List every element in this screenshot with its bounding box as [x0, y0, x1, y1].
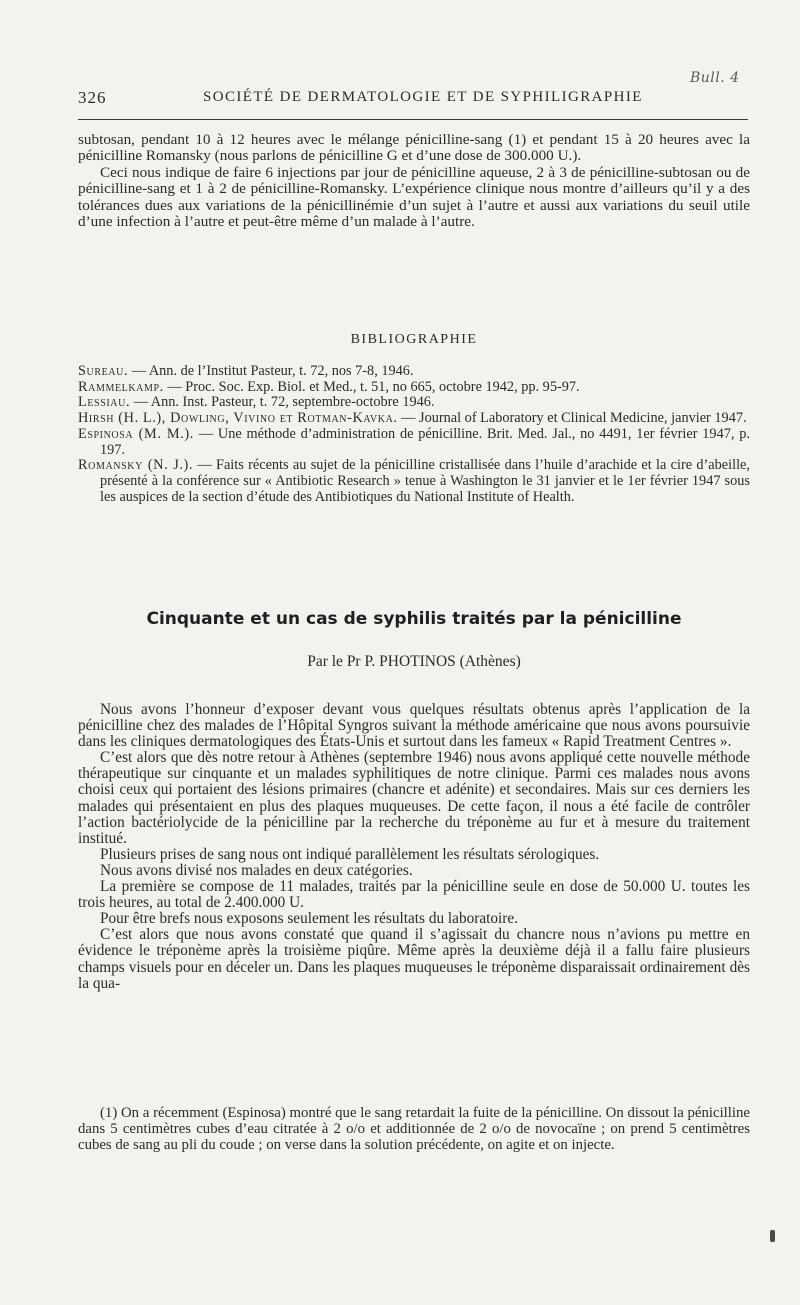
bibliography-entry: [78, 411, 750, 427]
bib-reference: — Une méthode d’administration de pénicilline. Brit. Med. Jal., no 4491, 1er février 1947, p. 197.: [100, 425, 751, 458]
body-paragraph: Nous avons divisé nos malades en deux catégories.: [100, 861, 413, 879]
bib-reference: — Faits récents au sujet de la pénicilline cristallisée dans l’huile d’arachide et la cire d’abeille, présenté à la conférence sur « Antibiotic Research » tenue à Washington le 31 janvier et le 1er février 1947 sous les auspices de la section d’étude des Antibiotiques du National Institute of Health.: [100, 457, 750, 505]
bibliography-entry: [78, 364, 750, 380]
intro-paragraph: subtosan, pendant 10 à 12 heures avec le mélange pénicilline-sang (1) et pendant 15 à 20 heures avec la pénicilline Romansky (nous parlons de pénicilline G et d’une dose de 300.000 U.).: [78, 131, 750, 165]
body-paragraph: C’est alors que dès notre retour à Athènes (septembre 1946) nous avons appliqué cette nouvelle méthode thérapeutique sur cinquante et un malades syphilitiques de notre clinique. Parmi ces malades nous avons choisi ceux qui portaient des lésions primaires (chancre et adénite) et secondaires. Mais sur ces derniers les malades qui présentaient en plus des plaques muqueuses. De cette façon, il nous a été facile de contrôler l’action bactériolycide de la pénicilline par la recherche du tréponème au fur et à mesure du traitement institué.: [78, 749, 750, 847]
footnote-text: (1) On a récemment (Espinosa) montré que le sang retardait la fuite de la pénicilline. On dissout la pénicilline dans 5 centimètres cubes d’eau citratée à 2 o/o et additionnée de 2 o/o de novocaïne ; on prend 5 centimètres cubes de sang au pli du coude ; on verse dans la solution précédente, on agite et on injecte.: [78, 1105, 750, 1154]
bib-author: Rammelkamp.: [78, 378, 164, 395]
bibliography-entry: [78, 427, 750, 458]
bib-author: Romansky (N. J.).: [78, 457, 194, 474]
bib-author: Sureau.: [78, 363, 129, 379]
bib-author: Hirsh (H. L.), Dowling, Vivino et Rotman-Kavka.: [78, 410, 398, 427]
bib-reference: — Ann. de l’Institut Pasteur, t. 72, nos 7-8, 1946.: [128, 363, 414, 379]
body-paragraph: Pour être brefs nous exposons seulement les résultats du laboratoire.: [100, 910, 519, 928]
page-number: 326: [78, 88, 107, 107]
journal-title: SOCIÉTÉ DE DERMATOLOGIE ET DE SYPHILIGRAPHIE: [203, 89, 643, 105]
header-rule: [78, 119, 748, 120]
bib-reference: — Proc. Soc. Exp. Biol. et Med., t. 51, no 665, octobre 1942, pp. 95-97.: [163, 378, 580, 395]
ink-mark: [770, 1230, 775, 1242]
bib-author: Espinosa (M. M.).: [78, 425, 194, 442]
bibliography-entry: [78, 458, 750, 505]
article-byline: Par le Pr P. PHOTINOS (Athènes): [307, 653, 521, 670]
bib-reference: — Journal of Laboratory et Clinical Medicine, janvier 1947.: [397, 410, 747, 427]
article-title: Cinquante et un cas de syphilis traités par la pénicilline: [146, 609, 682, 629]
bibliography-heading: BIBLIOGRAPHIE: [350, 332, 478, 347]
bibliography-entry: [78, 380, 750, 396]
bibliography-list: [78, 364, 750, 505]
running-head: [78, 88, 748, 110]
bib-reference: — Ann. Inst. Pasteur, t. 72, septembre-octobre 1946.: [130, 394, 435, 411]
intro-text: [78, 132, 750, 230]
body-paragraph: Plusieurs prises de sang nous ont indiqué parallèlement les résultats sérologiques.: [100, 845, 600, 863]
bibliography-entry: [78, 395, 750, 411]
handwritten-margin-note: Bull. 4: [690, 70, 740, 86]
body-paragraph: La première se compose de 11 malades, traités par la pénicilline seule en dose de 50.000 U. toutes les trois heures, au total de 2.400.000 U.: [78, 878, 750, 912]
body-paragraph: Nous avons l’honneur d’exposer devant vous quelques résultats obtenus après l’application de la pénicilline chez des malades de l’Hôpital Syngros suivant la méthode américaine que nous avons poursuivie dans les cliniques dermatologiques des États-Unis et surtout dans les fameux « Rapid Treatment Centres ».: [78, 701, 750, 751]
footnote: [78, 1105, 750, 1153]
intro-paragraph: Ceci nous indique de faire 6 injections par jour de pénicilline aqueuse, 2 à 3 de pénicilline-subtosan ou de pénicilline-sang et 1 à 2 de pénicilline-Romansky. L’expérience clinique nous montre d’ailleurs qu’il y a des tolérances dues aux variations de la pénicillinémie d’un sujet à l’autre et aussi aux variations du seuil utile d’une infection à l’autre et peut-être même d’un malade à l’autre.: [78, 163, 750, 231]
body-paragraph: C’est alors que nous avons constaté que quand il s’agissait du chancre nous n’avions pu mettre en évidence le tréponème après la troisième piqûre. Même après la deuxième déjà il a fallu faire plusieurs champs visuels pour en déceler un. Dans les plaques muqueuses le tréponème disparaissait ordinairement dès la qua-: [78, 926, 750, 992]
bib-author: Lessiau.: [78, 394, 131, 411]
article-body: [78, 702, 750, 992]
